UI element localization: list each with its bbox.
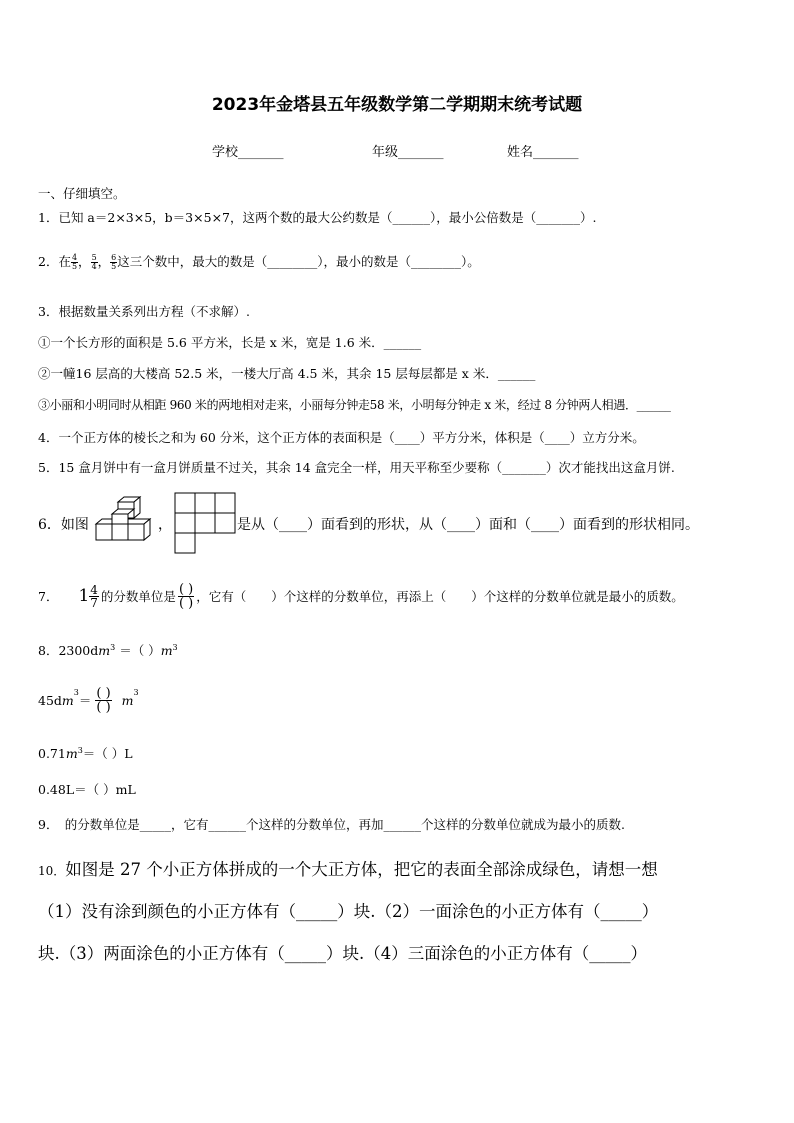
question-3: 3．根据数量关系列出方程（不求解）. <box>38 304 250 319</box>
question-6-comma: ， <box>158 517 172 533</box>
fraction-5-4: $\frac{5}{4}$ <box>91 253 97 271</box>
question-10-line3: 块.（3）两面涂色的小正方体有（_____）块.（4）三面涂色的小正方体有（_____） <box>38 944 647 963</box>
school-field[interactable]: 学校_______ <box>212 145 284 160</box>
question-8-line4: 0.48L＝（ ）mL <box>38 782 136 797</box>
fraction-4-5: $\frac{4}{5}$ <box>71 253 78 271</box>
fraction-4-7: $\frac{4}{7}$ <box>90 582 98 610</box>
question-1: 1．已知 a＝2×3×5，b＝3×5×7，这两个数的最大公约数是（______），最小公倍数是（_______）. <box>38 210 597 225</box>
question-8-line2: 45d m $^3$ ＝ $\frac{( )}{( )}$ m $^3$ <box>38 685 139 715</box>
fraction-6-5: $\frac{6}{5}$ <box>111 253 117 271</box>
name-field[interactable]: 姓名_______ <box>507 145 579 160</box>
question-3-2: ②一幢16 层高的大楼高 52.5 米，一楼大厅高 4.5 米，其余 15 层每层都是 x 米．______ <box>38 366 536 381</box>
grade-field[interactable]: 年级_______ <box>372 145 444 160</box>
view-grid-figure <box>174 492 236 554</box>
question-3-3: ③小丽和小明同时从相距 960 米的两地相对走来，小丽每分钟走58 米，小明每分钟走 x 米，经过 8 分钟两人相遇．______ <box>38 398 671 412</box>
page-title: 2023年金塔县五年级数学第二学期期末统考试题 <box>211 95 583 115</box>
question-9: 9． 的分数单位是_____，它有______个这样的分数单位，再加______个这样的分数单位就成为最小的质数. <box>38 817 625 832</box>
question-8-line1: 8．$2300dm^3$ ＝（ ）$m^3$ <box>38 642 178 658</box>
question-2: 2．在 $\frac{4}{5}$ ， $\frac{5}{4}$ ， $\frac{6}{5}$ 这三个数中，最大的数是（________），最小的数是（________）。 <box>38 253 480 271</box>
cube-stack-figure <box>92 496 158 550</box>
question-10-line1: 10．如图是 27 个小正方体拼成的一个大正方体，把它的表面全部涂成绿色，请想一想 <box>38 860 658 879</box>
question-8-line3: $0.71m^3=$（ ）L <box>38 745 133 761</box>
blank-fraction-2[interactable]: $\frac{( )}{( )}$ <box>96 685 111 715</box>
section-heading: 一、仔细填空。 <box>38 186 126 201</box>
question-10-line2: （1）没有涂到颜色的小正方体有（_____）块.（2）一面涂色的小正方体有（_____） <box>38 902 659 921</box>
question-6-prefix: 6．如图 <box>38 517 89 533</box>
question-5: 5．15 盒月饼中有一盒月饼质量不过关，其余 14 盒完全一样，用天平称至少要称（_______）次才能找出这盒月饼. <box>38 460 675 475</box>
blank-fraction[interactable]: $\frac{( )}{( )}$ <box>178 581 194 611</box>
question-6-text: 是从（____）面看到的形状，从（____）面和（____）面看到的形状相同。 <box>237 517 699 533</box>
question-3-1: ①一个长方形的面积是 5.6 平方米，长是 x 米，宽是 1.6 米．______ <box>38 335 422 350</box>
question-4: 4．一个正方体的棱长之和为 60 分米，这个正方体的表面积是（____）平方分米，体积是（____）立方分米。 <box>38 430 645 445</box>
question-7: 7． 1 $\frac{4}{7}$ 的分数单位是 $\frac{( )}{( )}$ ，它有（ ）个这样的分数单位，再添上（ ）个这样的分数单位就是最小的质数。 <box>38 581 684 611</box>
